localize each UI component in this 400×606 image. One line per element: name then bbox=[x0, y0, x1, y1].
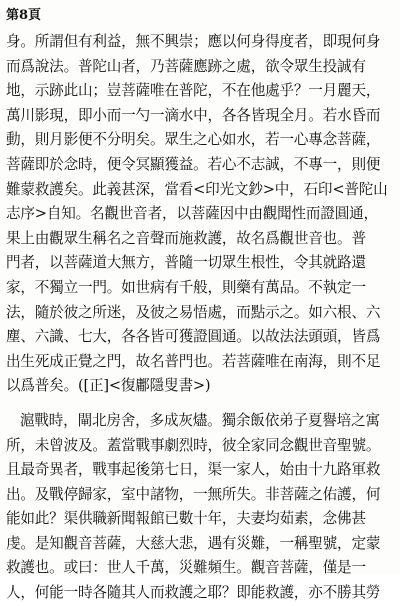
text-line: 法，隨於彼之所迷，及彼之易悟處，而點示之。如六根、六 bbox=[6, 303, 381, 321]
text-line: 難蒙救護矣。此義甚深，當看<印光文鈔>中，石印<普陀山 bbox=[6, 180, 388, 198]
text-line: 救護也。或曰：世人千萬，災難頻生。觀音菩薩，僅是一 bbox=[6, 559, 366, 577]
text-line: 以爲普矣。([正]<復鄘隱叟書>) bbox=[6, 377, 211, 395]
text-line: 地，示跡此山；豈菩薩唯在普陀，不在他處乎？一月麗天， bbox=[6, 82, 381, 100]
text-line: 能如此？渠供職新聞報館已數十年，夫妻均茹素，念佛甚 bbox=[6, 510, 366, 528]
text-line: 塵、六識、七大，各各皆可獲證圓通。以故法法頭頭，皆爲 bbox=[6, 328, 381, 346]
body-text bbox=[6, 30, 398, 606]
text-line: 出生死成正覺之門，故名普門也。若菩薩唯在南海，則不足 bbox=[6, 352, 381, 370]
text-line: 且最奇異者，戰事起後第七日，渠一家人，始由十九路軍救 bbox=[6, 461, 381, 479]
text-line: 動，則月影便不分明矣。眾生之心如水，若一心專念菩薩， bbox=[6, 131, 381, 149]
text-line: 菩薩即於念時，便令冥顯獲益。若心不志誠，不專一，則便 bbox=[6, 155, 381, 173]
text-line: 所，未曾波及。蓋當戰事劇烈時，彼全家同念觀世音聖號。 bbox=[6, 436, 381, 454]
page-number-header: 第8頁 bbox=[6, 8, 42, 23]
text-line: 家，不獨立一門。如世病有千般，則藥有萬品。不執定一 bbox=[6, 278, 366, 296]
text-line: 身。所謂但有利益，無不興崇；應以何身得度者，即現何身 bbox=[6, 33, 381, 50]
text-line: 萬川影現，即小而一勺一滴水中，各各皆現全月。若水昏而 bbox=[6, 106, 381, 124]
text-line: 果上由觀眾生稱名之音聲而施救護，故名爲觀世音也。普 bbox=[6, 229, 366, 247]
paragraph-2 bbox=[6, 409, 398, 606]
paragraph-1 bbox=[6, 30, 398, 399]
text-line: 人，何能一時各隨其人而救護之耶？即能救護，亦不勝其勞 bbox=[6, 584, 381, 602]
text-line: 而爲說法。普陀山者，乃菩薩應跡之處，欲令眾生投誠有 bbox=[6, 57, 366, 75]
text-line: 門者，以菩薩道大無方，普隨一切眾生根性，令其就路還 bbox=[6, 254, 366, 272]
text-line: 志序>自知。名觀世音者，以菩薩因中由觀聞性而證圓通， bbox=[6, 205, 378, 223]
text-line: 滬戰時，閘北房舍，多成灰燼。獨余飯依弟子夏譽培之寓 bbox=[20, 411, 380, 429]
text-line: 出。及戰停歸家，室中諸物，一無所失。非菩薩之佑護，何 bbox=[6, 485, 381, 503]
text-line: 虔。是知觀音菩薩，大慈大悲，遇有災難，一稱聖號，定蒙 bbox=[6, 534, 381, 552]
